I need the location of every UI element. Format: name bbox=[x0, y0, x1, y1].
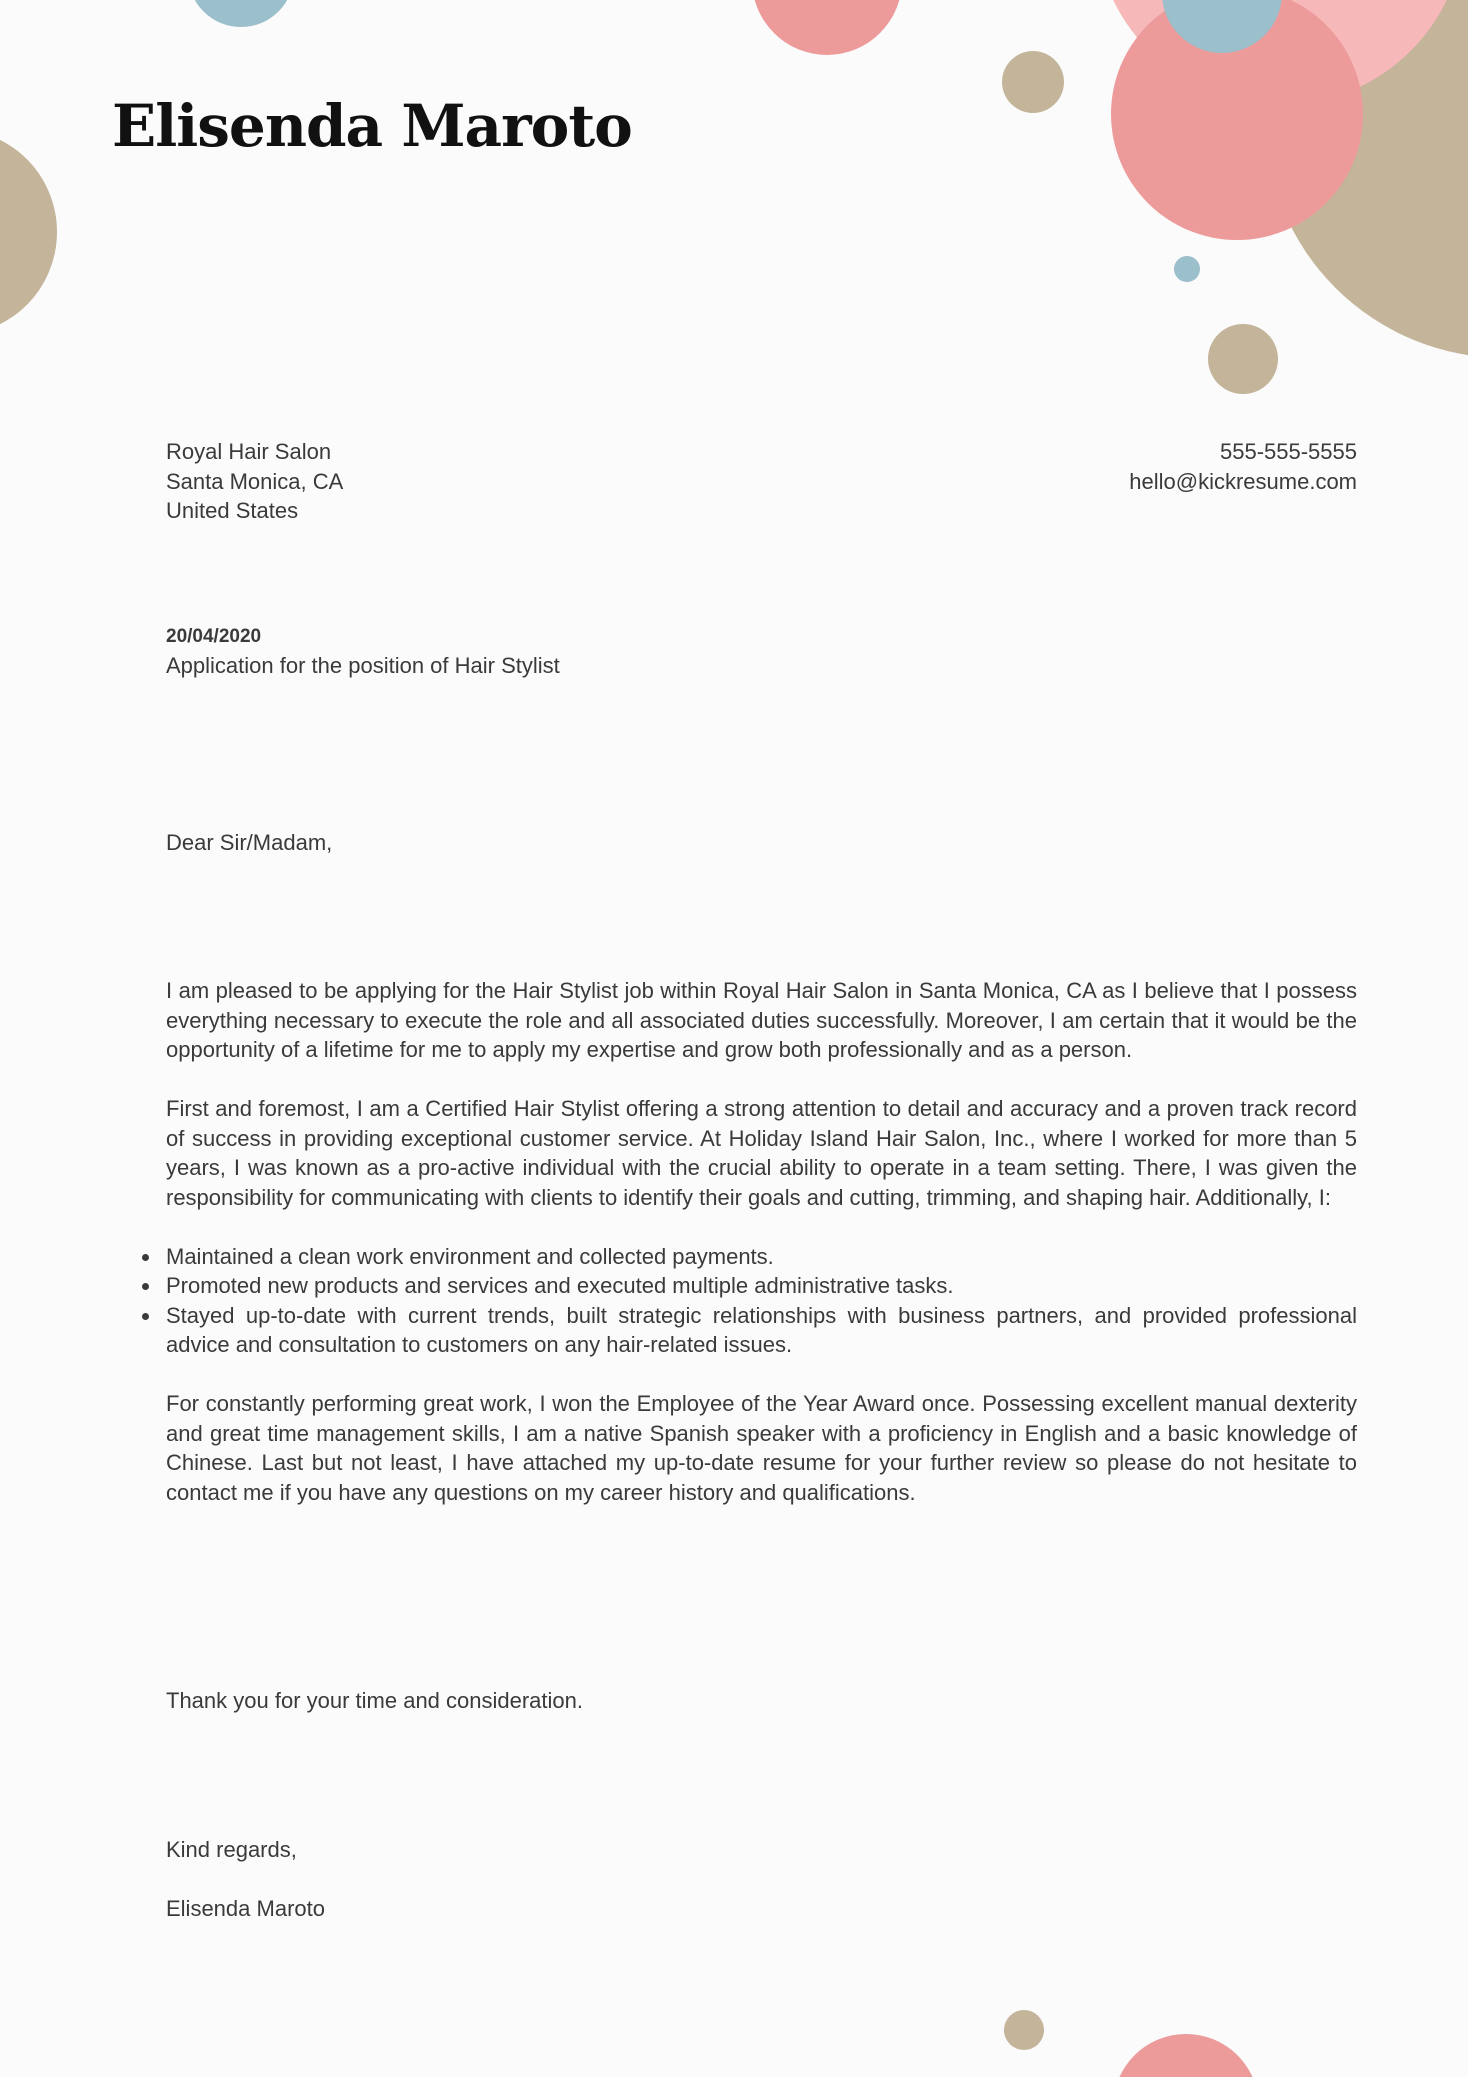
recipient-address bbox=[166, 437, 343, 526]
letter-date: 20/04/2020 bbox=[166, 626, 262, 647]
greeting: Dear Sir/Madam, bbox=[166, 830, 333, 855]
decor-circle-blue-tiny bbox=[1174, 256, 1200, 282]
recipient-line: Santa Monica, CA bbox=[166, 468, 344, 494]
paragraph: First and foremost, I am a Certified Hair Stylist offering a strong attention to detail and accuracy and a proven track record of success in providing exceptional customer service. At Holiday Island Hair Salon, Inc., where I worked for more than 5 years, I was known as a pro-active individual with the crucial ability to operate in a team setting. There, I was given the responsibility for communicating with clients to identify their goals and cutting, trimming, and shaping hair. Additionally, I: bbox=[166, 1096, 1357, 1210]
recipient-line: United States bbox=[166, 498, 299, 523]
letter-subject: Application for the position of Hair Stylist bbox=[166, 653, 560, 678]
letter-body bbox=[166, 976, 1357, 1507]
email: hello@kickresume.com bbox=[1129, 468, 1357, 494]
signature: Elisenda Maroto bbox=[166, 1896, 325, 1921]
decor-circle-pink-top bbox=[752, 0, 902, 55]
decor-circle-tan-bottom bbox=[1004, 2010, 1044, 2050]
recipient-line: Royal Hair Salon bbox=[166, 439, 332, 464]
decor-circle-tan-small bbox=[1002, 51, 1064, 113]
paragraph: I am pleased to be applying for the Hair Stylist job within Royal Hair Salon in Santa Monica, CA as I believe that I possess everything necessary to execute the role and all associated duties successfully. Moreover, I am certain that it would be the opportunity of a lifetime for me to apply my expertise and grow both professionally and as a person. bbox=[166, 978, 1357, 1062]
achievements-list bbox=[166, 1242, 1357, 1360]
applicant-name: Elisenda Maroto bbox=[112, 92, 632, 160]
paragraph: For constantly performing great work, I won the Employee of the Year Award once. Possessing excellent manual dexterity and great time management skills, I am a native Spanish speaker with a proficiency in English and a basic knowledge of Chinese. Last but not least, I have attached my up-to-date resume for your further review so please do not hesitate to contact me if you have any questions on my career history and qualifications. bbox=[166, 1391, 1357, 1505]
list-item: Maintained a clean work environment and collected payments. bbox=[166, 1242, 1357, 1272]
phone: 555-555-5555 bbox=[1219, 439, 1357, 464]
decor-circle-pink-bottom bbox=[1113, 2034, 1259, 2077]
decor-circle-tan-left bbox=[0, 129, 57, 335]
contact-info bbox=[1129, 437, 1357, 496]
decor-circle-tan-medium bbox=[1208, 324, 1278, 394]
decor-circle-blue-top-left bbox=[188, 0, 294, 27]
sign-off: Kind regards, bbox=[166, 1837, 297, 1862]
list-item: Stayed up-to-date with current trends, built strategic relationships with business partners, and provided professional advice and consultation to customers on any hair-related issues. bbox=[166, 1301, 1357, 1360]
list-item: Promoted new products and services and executed multiple administrative tasks. bbox=[166, 1271, 1357, 1301]
closing-thanks: Thank you for your time and consideration. bbox=[166, 1688, 584, 1713]
